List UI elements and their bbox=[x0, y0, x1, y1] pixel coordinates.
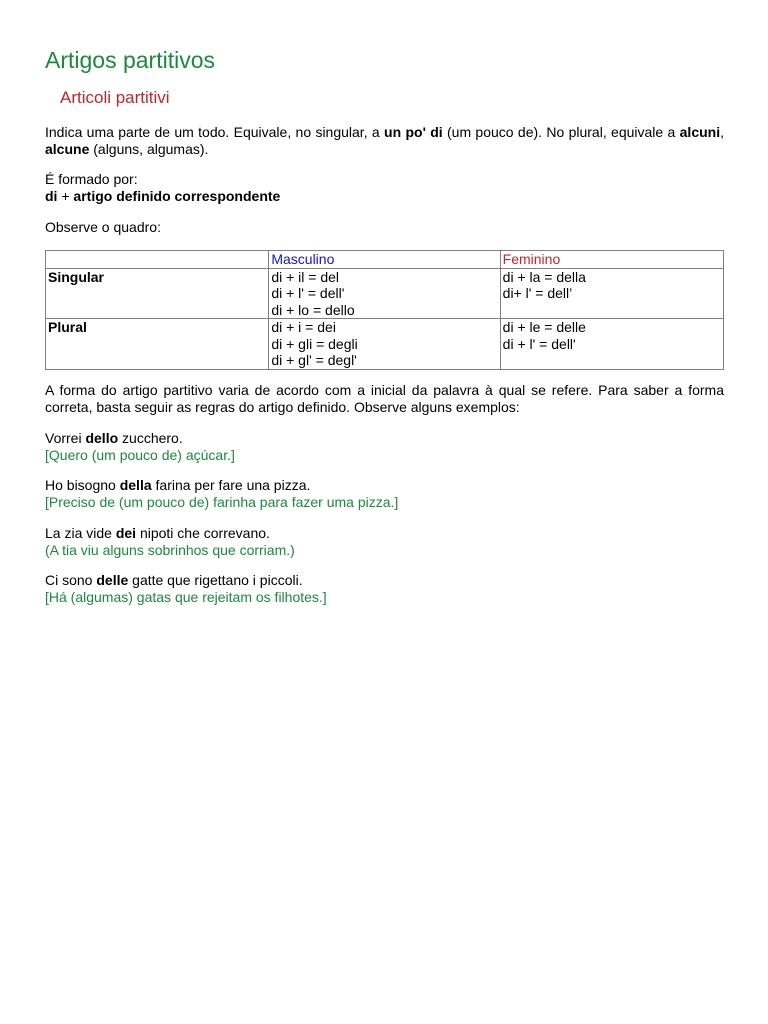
plural-feminine-cell bbox=[500, 319, 723, 370]
example-text: nipoti che correvano. bbox=[136, 525, 270, 541]
singular-feminine-cell bbox=[500, 268, 723, 319]
example-item bbox=[45, 525, 724, 558]
example-item bbox=[45, 430, 724, 463]
formation-rule bbox=[45, 188, 724, 205]
intro-bold-term: un po' di bbox=[384, 124, 443, 140]
table-cell-line: di + la = della bbox=[502, 268, 586, 285]
row-label-text: Singular bbox=[48, 268, 105, 285]
formation-label: É formado por: bbox=[45, 171, 138, 187]
table-cell-line: di + i = dei bbox=[271, 319, 336, 335]
example-text: zucchero. bbox=[118, 430, 183, 446]
example-text: Ci sono bbox=[45, 572, 97, 588]
plural-masculine-cell bbox=[269, 319, 500, 370]
table-cell-line: di+ l' = dell’ bbox=[502, 285, 573, 301]
example-translation: (A tia viu alguns sobrinhos que corriam.) bbox=[45, 541, 295, 558]
example-translation: [Quero (um pouco de) açúcar.] bbox=[45, 446, 235, 463]
singular-masculine-cell bbox=[269, 268, 500, 319]
example-item bbox=[45, 572, 724, 605]
table-cell-line: di + le = delle bbox=[502, 319, 586, 335]
observe-label: Observe o quadro: bbox=[45, 219, 161, 235]
example-article: dei bbox=[115, 525, 137, 541]
table-row bbox=[46, 268, 724, 319]
intro-bold-term: alcune bbox=[45, 140, 90, 157]
table-header-empty bbox=[46, 251, 269, 269]
example-article: della bbox=[119, 477, 152, 493]
intro-bold-term: alcuni bbox=[679, 124, 721, 140]
row-label-plural bbox=[46, 319, 269, 370]
intro-text: (um pouco de). No plural, equivale a bbox=[442, 124, 680, 140]
table-cell-line: di + l' = dell' bbox=[271, 285, 345, 301]
explanation-paragraph: A forma do artigo partitivo varia de acordo com a inicial da palavra à qual se refere. Para saber a forma correta, basta seguir as regras do artigo definido. Observe alguns exemplos: bbox=[45, 382, 724, 415]
example-text: gatte que rigettano i piccoli. bbox=[128, 572, 303, 588]
example-translation: [Há (algumas) gatas que rejeitam os filhotes.] bbox=[45, 588, 327, 605]
formation-rule-di: di bbox=[45, 187, 58, 204]
table-cell-line: di + l' = dell' bbox=[502, 335, 576, 352]
formation-rule-plus: + bbox=[57, 187, 74, 204]
example-text: La zia vide bbox=[45, 525, 116, 541]
table-header-row bbox=[46, 251, 724, 269]
page-title: Artigos partitivos bbox=[45, 47, 216, 73]
table-cell-line: di + lo = dello bbox=[271, 301, 355, 318]
intro-text: , bbox=[720, 124, 724, 140]
formation-paragraph bbox=[45, 171, 724, 204]
example-translation: [Preciso de (um pouco de) farinha para fazer uma pizza.] bbox=[45, 493, 399, 510]
table-header-feminine: Feminino bbox=[500, 251, 723, 269]
example-sentence bbox=[45, 525, 724, 542]
example-article: delle bbox=[96, 572, 129, 588]
table-row bbox=[46, 319, 724, 370]
intro-text: Indica uma parte de um todo. Equivale, no singular, a bbox=[45, 124, 385, 140]
example-sentence bbox=[45, 430, 724, 447]
example-text: Ho bisogno bbox=[45, 477, 120, 493]
formation-rule-article: artigo definido correspondente bbox=[73, 187, 281, 204]
table-cell-line: di + gl' = degl' bbox=[271, 352, 357, 368]
row-label-singular bbox=[46, 268, 269, 319]
partitive-table bbox=[45, 250, 724, 370]
table-header-masculine: Masculino bbox=[269, 251, 500, 269]
example-sentence bbox=[45, 477, 724, 494]
example-article: dello bbox=[85, 430, 119, 446]
page-subtitle: Articoli partitivi bbox=[60, 88, 170, 107]
example-text: Vorrei bbox=[45, 430, 86, 446]
intro-paragraph bbox=[45, 124, 724, 157]
example-sentence bbox=[45, 572, 724, 589]
example-item bbox=[45, 477, 724, 510]
row-label-text: Plural bbox=[48, 319, 87, 335]
table-cell-line: di + gli = degli bbox=[271, 335, 358, 352]
table-cell-line: di + il = del bbox=[271, 268, 340, 285]
intro-text: (alguns, algumas). bbox=[89, 140, 209, 157]
example-text: farina per fare una pizza. bbox=[151, 477, 311, 493]
